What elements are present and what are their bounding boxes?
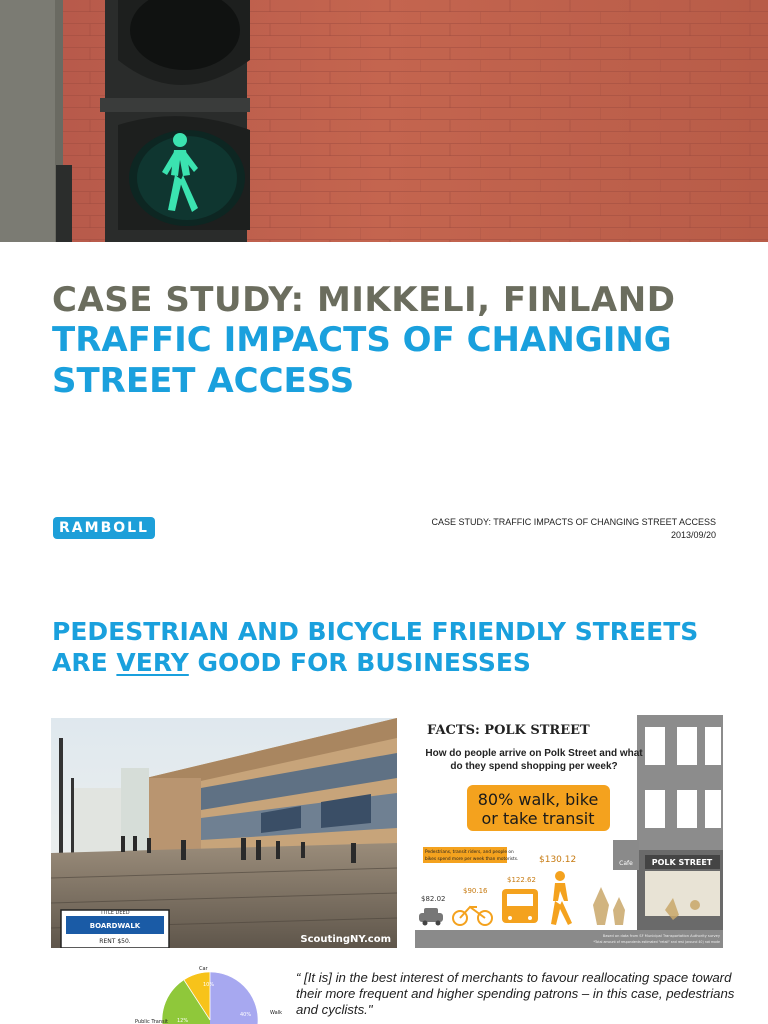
mode-share-pie <box>125 960 295 1024</box>
case-study-title: CASE STUDY: MIKKELI, FINLAND <box>52 280 676 320</box>
boardwalk-scene <box>51 718 397 948</box>
case-study-subtitle: TRAFFIC IMPACTS OF CHANGING STREET ACCESS <box>52 320 672 401</box>
amount-bike: $90.16 <box>463 887 488 895</box>
section-title-part1: PEDESTRIAN AND BICYCLE FRIENDLY STREETS ARE <box>52 617 699 677</box>
section-title <box>52 616 752 678</box>
street-sign: POLK STREET <box>651 858 713 867</box>
highlight-line1: 80% walk, bike <box>477 790 599 809</box>
note-line1: Pedestrians, transit riders, and people on <box>425 850 514 855</box>
car-icon <box>419 908 443 926</box>
section-title-part2: GOOD FOR BUSINESSES <box>188 648 531 677</box>
meta-date: 2013/09/20 <box>670 530 716 540</box>
note-line2: bikes spend more per week than motorists. <box>425 857 519 862</box>
document-meta <box>431 516 716 542</box>
meta-title: CASE STUDY: TRAFFIC IMPACTS OF CHANGING STREET ACCESS <box>431 517 716 527</box>
traffic-light-photo <box>0 0 768 242</box>
bike-icon <box>453 907 492 925</box>
pie-pct-car: 10% <box>203 982 215 988</box>
bus-icon <box>502 889 538 923</box>
amount-transit: $122.62 <box>507 876 536 884</box>
infographic-heading: FACTS: POLK STREET <box>427 723 590 738</box>
pie-label-walk: Walk <box>270 1010 282 1016</box>
amount-car: $82.02 <box>421 895 446 903</box>
polk-street-infographic <box>415 715 723 948</box>
sign-rent: RENT $50. <box>99 938 131 945</box>
amount-walk: $130.12 <box>539 855 577 865</box>
source-line2: *Total amount of respondents estimated "retail" and rest (around 40) not mode <box>593 940 720 944</box>
hero-image <box>0 0 768 242</box>
photo-credit: ScoutingNY.com <box>300 934 391 945</box>
pie-label-transit: Public Transit <box>135 1019 168 1024</box>
pie-chart <box>125 960 295 1024</box>
sign-title: TITLE DEED <box>100 910 130 916</box>
pedestrian-icon <box>551 871 572 925</box>
source-line1: Based on data from SF Municipal Transportation Authority survey <box>602 934 720 938</box>
pie-label-car: Car <box>199 966 208 972</box>
quote-text: “ [It is] in the best interest of merchants to favour reallocating space toward their more frequent and higher spending patrons – in this case, pedestrians and cyclists." <box>296 970 735 1017</box>
infographic-question: How do people arrive on Polk Street and what do they spend shopping per week? <box>425 748 643 772</box>
infographic-graphic <box>415 715 723 948</box>
ramboll-logo: RAMBOLL <box>53 517 155 539</box>
highlight-line2: or take transit <box>481 809 595 828</box>
pie-pct-transit: 12% <box>177 1018 189 1024</box>
cafe-sign: Cafe <box>619 860 633 867</box>
boardwalk-photo <box>51 718 397 948</box>
section-title-emphasis: VERY <box>116 648 189 677</box>
pie-pct-walk: 40% <box>240 1012 252 1018</box>
sign-name: BOARDWALK <box>89 922 141 930</box>
